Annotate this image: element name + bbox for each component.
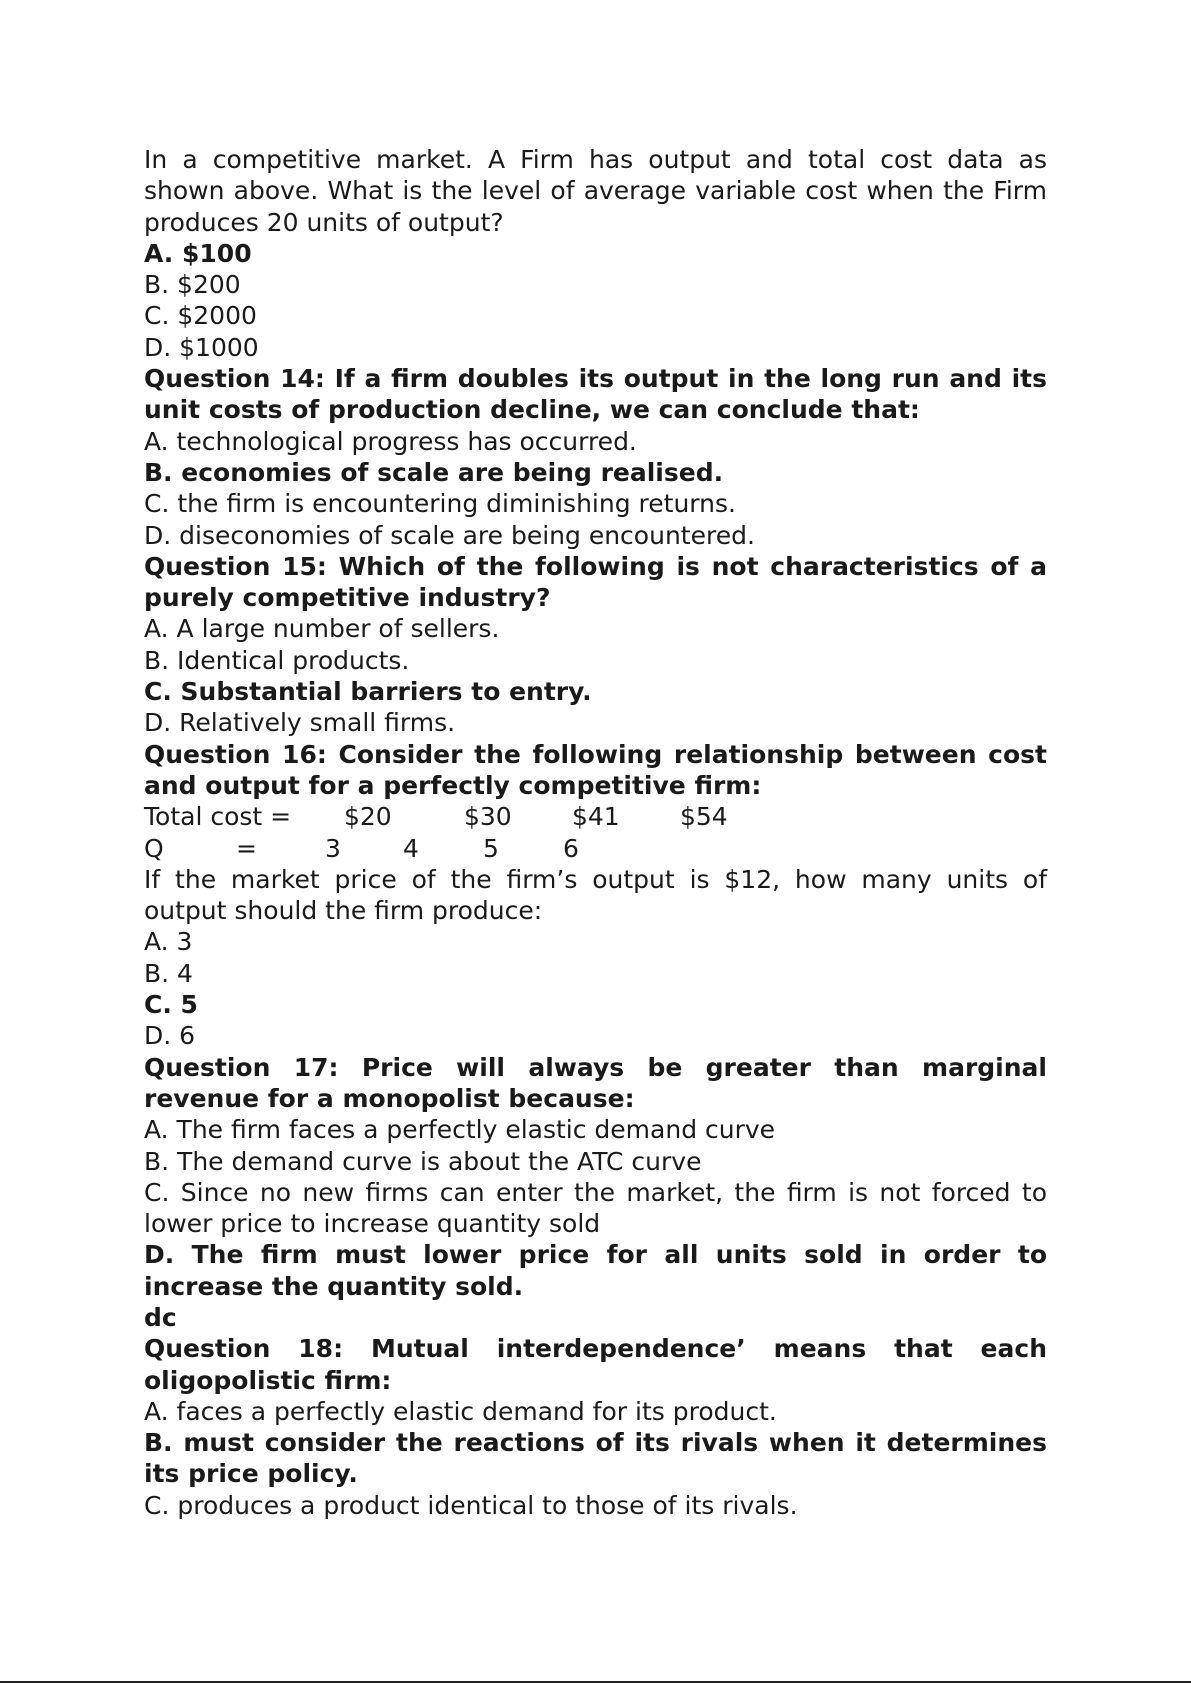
q16-q-equals: =	[236, 833, 257, 863]
q15-option-b: B. Identical products.	[144, 645, 410, 675]
q16-tc-value: $20	[344, 802, 392, 832]
intro-option-c: C. $2000	[144, 301, 257, 331]
question-18: Question 18: Mutual interdependence’ means that each oligopolistic firm:	[144, 1334, 1047, 1395]
q15-option-d: D. Relatively small firms.	[144, 708, 456, 738]
intro-option-d: D. $1000	[144, 332, 259, 362]
q16-q-value: 5	[483, 833, 499, 863]
q16-option-a: A. 3	[144, 927, 193, 957]
q16-q-value: 4	[403, 833, 419, 863]
q16-tc-label: Total cost =	[144, 802, 292, 832]
page-bottom-rule	[0, 1681, 1191, 1683]
q16-total-cost-row	[144, 801, 1047, 832]
q16-q-label: Q	[144, 833, 164, 863]
q16-prompt: If the market price of the firm’s output is $12, how many units of output should the firm produce:	[144, 864, 1047, 926]
q14-option-c: C. the firm is encountering diminishing returns.	[144, 489, 736, 519]
intro-option-b: B. $200	[144, 270, 241, 300]
q17-option-a: A. The firm faces a perfectly elastic demand curve	[144, 1115, 776, 1145]
q14-option-b: B. economies of scale are being realised.	[144, 457, 724, 487]
q16-tc-value: $30	[464, 802, 512, 832]
question-16: Question 16: Consider the following relationship between cost and output for a perfectly competitive firm:	[144, 739, 1047, 800]
q16-q-value: 3	[325, 833, 341, 863]
question-14: Question 14: If a firm doubles its output in the long run and its unit costs of production decline, we can conclude that:	[144, 364, 1047, 425]
q17-option-c: C. Since no new firms can enter the market, the firm is not forced to lower price to increase quantity sold	[144, 1177, 1047, 1239]
q16-tc-value: $41	[572, 802, 620, 832]
q16-tc-value: $54	[680, 802, 728, 832]
q16-option-b: B. 4	[144, 958, 193, 988]
intro-option-a: A. $100	[144, 238, 252, 268]
question-17: Question 17: Price will always be greater than marginal revenue for a monopolist because:	[144, 1052, 1047, 1113]
q14-option-a: A. technological progress has occurred.	[144, 426, 637, 456]
q18-option-c: C. produces a product identical to those of its rivals.	[144, 1490, 798, 1520]
q16-quantity-row	[144, 833, 1047, 864]
q17-option-d: D. The firm must lower price for all units sold in order to increase the quantity sold.	[144, 1240, 1047, 1301]
document-page	[144, 144, 1047, 1521]
q15-option-c: C. Substantial barriers to entry.	[144, 677, 592, 707]
q16-option-c: C. 5	[144, 990, 198, 1020]
q17-note: dc	[144, 1302, 177, 1332]
q16-option-d: D. 6	[144, 1021, 196, 1051]
question-15: Question 15: Which of the following is not characteristics of a purely competitive industry?	[144, 551, 1047, 613]
q14-option-d: D. diseconomies of scale are being encountered.	[144, 520, 755, 550]
q17-option-b: B. The demand curve is about the ATC curve	[144, 1146, 702, 1176]
q15-option-a: A. A large number of sellers.	[144, 614, 500, 644]
intro-question-text: In a competitive market. A Firm has output and total cost data as shown above. What is the level of average variable cost when the Firm produces 20 units of output?	[144, 145, 1047, 237]
q18-option-b: B. must consider the reactions of its rivals when it determines its price policy.	[144, 1428, 1047, 1489]
q16-q-value: 6	[563, 833, 579, 863]
q18-option-a: A. faces a perfectly elastic demand for its product.	[144, 1396, 777, 1426]
